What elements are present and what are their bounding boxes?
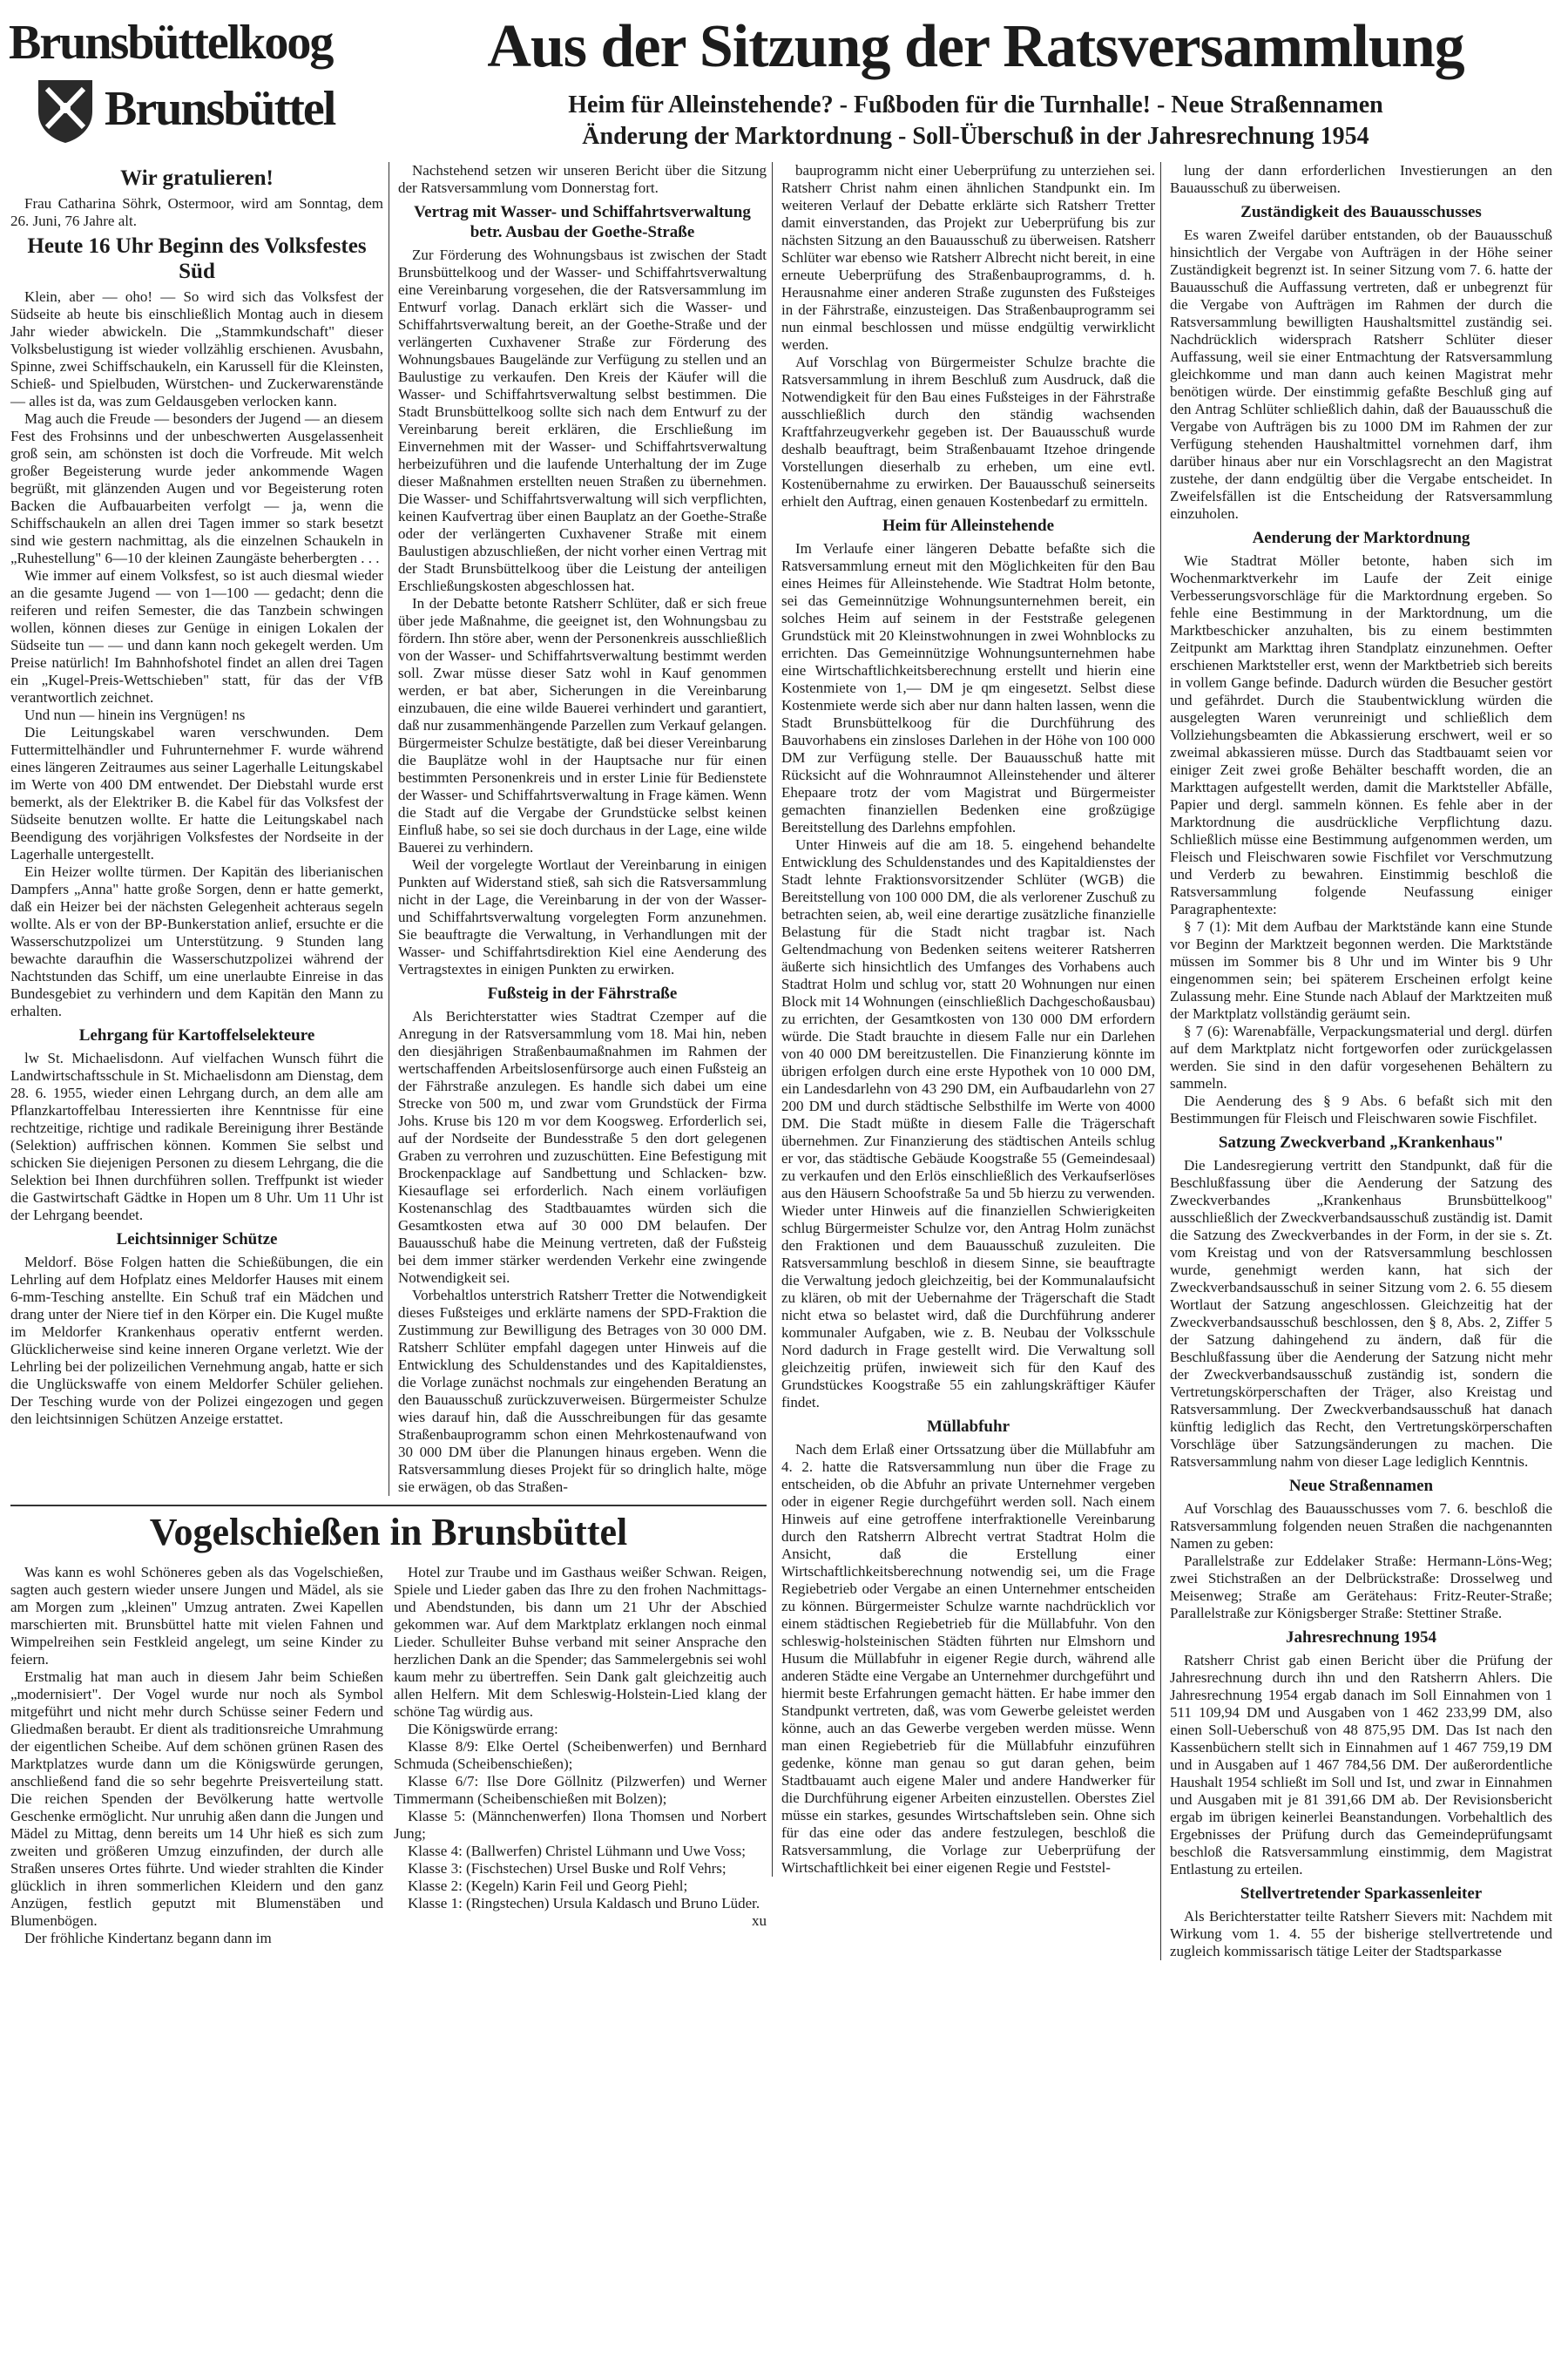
article-heading: Zuständigkeit des Bauausschusses	[1240, 203, 1482, 221]
article-paragraph: Im Verlaufe einer längeren Debatte befaßte sich die Ratsversammlung erneut mit den Möglichkeiten für den Bau eines Heimes für Alleinstehende. Wie Stadtrat Holm betonte, sei das Gemeinnützige Wohnungsunternehmen bereit, ein solches Heim auf seinem in der Feststraße gelegenen Grundstück mit 20 Kleinstwohnungen in zwei Wohnblocks zu errichten. Das Gemeinnützige Wohnungsunternehmen habe eine Wirtschaftlichkeitsberechnung erstellt und hierin eine Kostenmiete von 1,— DM je qm eingesetzt. Selbst diese Kostenmiete werde sich aber nur dann halten lassen, wenn die Stadt Brunsbüttelkoog für die Durchführung des Bauvorhabens ein zinsloses Darlehen in der Höhe von 100 000 DM zur Verfügung stelle. Der Bauausschuß hatte mit Rücksicht auf die Wohnraumnot Alleinstehender und älterer Ehepaare trotz der vom Magistrat und Bürgermeister gemachten finanziellen Bedenken eine großzügige Bereitstellung des Darlehns empfohlen.	[781, 540, 1155, 836]
article-paragraph: Klasse 1: (Ringstechen) Ursula Kaldasch und Bruno Lüder.	[408, 1895, 760, 1911]
article-paragraph: Klasse 2: (Kegeln) Karin Feil und Georg Piehl;	[408, 1877, 688, 1894]
article-heading: Satzung Zweckverband „Krankenhaus"	[1218, 1133, 1504, 1152]
article-paragraph: Ein Heizer wollte türmen. Der Kapitän des liberianischen Dampfers „Anna" hatte große Sorgen, denn er hatte gemerkt, daß ein Heizer bei der nächsten Gelegenheit achteraus segeln wollte. Als er von der BP-Bunkerstation anlief, ersuchte er die Wasserschutzpolizei um Unterstützung. 9 Stunden lang bewachte daraufhin die Wasserschutzpolizei während der Nachtstunden das Schiff, um eine unerlaubte Einreise in das Bundesgebiet zu verhindern und dem Kapitän den Mann zu erhalten.	[10, 863, 383, 1019]
article-paragraph: Hotel zur Traube und im Gasthaus weißer Schwan. Reigen, Spiele und Lieder gaben das Ihre zu den frohen Nachmittags- und Abendstunden, bis dann um 21 Uhr der Abschied gekommen war. Auf dem Marktplatz erklangen noch einmal Lieder. Schulleiter Buhse verband mit seiner Ansprache den herzlichen Dank an die Spender; das Sammelergebnis sei wohl kaum mehr zu übertreffen. Sein Dank galt gleichzeitig auch allen Helfern. Mit dem Schleswig-Holstein-Lied klang der schöne Tag würdig aus.	[394, 1564, 767, 1720]
article-heading: Heute 16 Uhr Beginn des Volksfestes Süd	[27, 234, 367, 283]
article-paragraph: Wie Stadtrat Möller betonte, haben sich im Wochenmarktverkehr im Laufe der Zeit einige Verbesserungsvorschläge für die Marktordnung ergeben. So fehle eine Bestimmung in der Marktordnung, um die Marktbeschicker anzuhalten, bis zu einem bestimmten Zeitpunkt am Markttag ihren Standplatz einzunehmen. Oefter erschienen Marktsteller erst, wenn der Marktbetrieb sich bereits in vollem Gange befinde. Dadurch würden die Besucher gestört und gefährdet. Durch die Staubentwicklung würden die ausgelegten Waren verunreinigt und schließlich dem Vollziehungsbeamten die Abkassierung erschwert, weil er so zweimal abkassieren müsse. Durch das Stadtbauamt seien vor einiger Zeit zwei große Behälter beschafft worden, die an Markttagen aufgestellt werden, damit die Marktsteller Abfälle, Papier und dergl. sammeln können. Es fehle aber in der Marktordnung die ausdrückliche Verpflichtung dazu. Schließlich müsse eine Bestimmung aufgenommen werden, um Fleisch und Fleischwaren sowie Fischfilet vor Verschmutzung und Verderb zu bewahren. Einstimmig beschloß die Ratsversammlung folgende Neufassung einiger Paragraphentexte:	[1170, 552, 1552, 917]
article-paragraph: Es waren Zweifel darüber entstanden, ob der Bauausschuß hinsichtlich der Vergabe von Aufträgen in der Höhe seiner Zuständigkeit begrenzt ist. In seiner Sitzung vom 7. 6. hatte der Bauausschuß die Auffassung vertreten, daß er unbegrenzt für die Vergabe von Aufträgen im Rahmen der durch die Ratsversammlung bewilligten Haushaltsmittel zuständig sei. Nachdrücklich widersprach Ratsherr Schlüter dieser Auffassung, weil sie einer Entmachtung der Ratsversammlung gleichkomme und man dann auch keinen Magistrat mehr benötigen würde. Der einstimmig gefaßte Beschluß ging auf den Antrag Schlüter schließlich dahin, daß der Bauausschuß die Vergabe von Aufträgen bis zu 1000 DM im Rahmen der zur Verfügung stehenden Haushaltmittel vornehmen darf, ihm darüber hinaus aber nur ein Vorschlagsrecht an den Magistrat zustehe, der dann endgültig über die Vergabe entscheidet. In Zweifelsfällen ist die Entscheidung der Ratsversammlung einzuholen.	[1170, 227, 1552, 522]
masthead-logo	[9, 16, 375, 146]
article-paragraph: § 7 (1): Mit dem Aufbau der Marktstände kann eine Stunde vor Beginn der Marktzeit begonnen werden. Die Marktstände müssen im Sommer bis 8 Uhr und im Winter bis 9 Uhr eingenommen sein; bei späterem Erscheinen erfolgt keine Zulassung mehr. Eine Stunde nach Ablauf der Marktzeiten muß der Marktplatz vollständig geräumt sein.	[1170, 918, 1552, 1022]
subheadline-2: Änderung der Marktordnung - Soll-Überschuß in der Jahresrechnung 1954	[582, 123, 1369, 150]
article-paragraph: § 7 (6): Warenabfälle, Verpackungsmaterial und dergl. dürfen auf dem Marktplatz nicht fortgeworfen oder zurückgelassen werden. Sie sind in den dafür vorgesehenen Behältern zu sammeln.	[1170, 1023, 1552, 1092]
article-paragraph: lw St. Michaelisdonn. Auf vielfachen Wunsch führt die Landwirtschaftsschule in St. Michaelisdonn am Dienstag, dem 28. 6. 1955, wieder einen Lehrgang durch, an dem alle am Pflanzkartoffelbau Interessierten ihre Kenntnisse für eine rechtzeitige, richtige und radikale Bereinigung ihrer Bestände (Selektion) auffrischen können. Kommen Sie selbst und schicken Sie diejenigen Personen zu diesem Lehrgang, die die Selektion bei Ihnen durchführen sollen. Treffpunkt ist wieder die Gastwirtschaft Gädtke in Hopen um 8 Uhr. Um 11 Uhr ist der Lehrgang beendet.	[10, 1050, 383, 1223]
article-paragraph: Und nun — hinein ins Vergnügen! ns	[24, 707, 246, 723]
vogelschiessen-row	[10, 1564, 767, 1947]
article-heading: Wir gratulieren!	[120, 166, 274, 190]
article-paragraph: xu	[752, 1912, 767, 1929]
article-paragraph: Die Landesregierung vertritt den Standpunkt, daß für die Beschlußfassung über die Aenderung der Satzung des Zweckverbandes „Krankenhaus Brunsbüttelkoog" ausschließlich der Zweckverbandsausschuß zuständig ist. Damit die Satzung des Zweckverbandes in der Form, in der sie s. Zt. vom Kreistag und von der Ratsversammlung beschlossen wurde, genehmigt werden kann, hat sich der Zweckverbandsausschuß in seiner Sitzung vom 2. 6. 55 diesem Wortlaut der Satzung angeschlossen. Gleichzeitig hat der Zweckverbandsausschuß beschlossen, den § 8, Abs. 2, Ziffer 5 der Satzung dahingehend zu ändern, daß für die Beschlußfassung über die Aenderung der Satzung nicht mehr der Zweckverbandsausschuß zuständig ist, sondern die Vertretungskörperschaften der Träger, also Kreistag und Ratsversammlung. Der Zweckverbandsausschuß hat danach künftig lediglich das Recht, den Vertretungskörperschaften Vorschläge über Satzungsänderungen zu machen. Die Ratsversammlung nahm von dieser Lage lediglich Kenntnis.	[1170, 1157, 1552, 1470]
logo-city-name: Brunsbüttel	[105, 82, 335, 136]
column-vogelschiessen-1	[10, 1564, 383, 1947]
masthead	[0, 0, 1568, 162]
article-heading: Heim für Alleinstehende	[882, 517, 1055, 535]
article-heading: Vertrag mit Wasser- und Schiffahrtsverwaltung betr. Ausbau der Goethe-Straße	[414, 203, 751, 241]
article-paragraph: Wie immer auf einem Volksfest, so ist auch diesmal wieder an die gesamte Jugend — von 1—100 — gedacht; denn die reiferen und reifen Semester, die das Tanzbein schwingen wollen, können dieses zur Genüge in einigen Lokalen der Südseite tun — — und dann kann noch gekegelt werden. Um Preise natürlich! Im Bahnhofshotel findet an allen drei Tagen ein „Kugel-Preis-Wettschieben" statt, für das der VfB verantwortlich zeichnet.	[10, 567, 383, 706]
article-paragraph: Der fröhliche Kindertanz begann dann im	[24, 1930, 272, 1946]
article-paragraph: Auf Vorschlag von Bürgermeister Schulze brachte die Ratsversammlung in ihrem Beschluß zum Ausdruck, daß die Notwendigkeit für den Bau eines Fußsteiges in der Fährstraße ausschließlich durch den ständig wachsenden Kraftfahrzeugverkehr gegeben ist. Der Bauausschuß wurde deshalb beauftragt, beim Straßenbauamt Itzehoe dringende Vorstellungen dieserhalb zu erheben, um eine evtl. Kostenübernahme zu erwirken. Der Bauausschuß seinerseits erhielt den Auftrag, einen genauen Kostenbedarf zu ermitteln.	[781, 354, 1155, 510]
article-paragraph: Parallelstraße zur Eddelaker Straße: Hermann-Löns-Weg; zwei Stichstraßen an der Delbrückstraße: Drosselweg und Meisenweg; Straße am Gerätehaus: Fritz-Reuter-Straße; Parallelstraße zur Königsberger Straße: Stettiner Straße.	[1170, 1553, 1552, 1621]
article-paragraph: Klasse 4: (Ballwerfen) Christel Lühmann und Uwe Voss;	[408, 1843, 746, 1859]
section-divider	[10, 1505, 767, 1506]
column-council-report-3	[1160, 162, 1552, 1960]
article-heading: Stellvertretender Sparkassenleiter	[1240, 1884, 1483, 1903]
column-vogelschiessen-2	[394, 1564, 767, 1930]
article-paragraph: Auf Vorschlag des Bauausschusses vom 7. 6. beschloß die Ratsversammlung folgenden neuen Straßen die nachgenannten Namen zu geben:	[1170, 1500, 1552, 1552]
article-heading: Jahresrechnung 1954	[1286, 1628, 1436, 1647]
column-council-report-2	[772, 162, 1155, 1877]
column-local-news	[10, 162, 383, 1428]
article-paragraph: Klasse 6/7: Ilse Dore Göllnitz (Pilzwerfen) und Werner Timmermann (Scheibenschießen mit Bolzen);	[394, 1773, 767, 1807]
article-heading: Fußsteig in der Fährstraße	[487, 984, 678, 1003]
article-paragraph: Weil der vorgelegte Wortlaut der Vereinbarung in einigen Punkten auf Widerstand stieß, sah sich die Ratsversammlung nicht in der Lage, die Vereinbarung in der von der Wasser- und Schiffahrtsverwaltung vorgelegten Form anzunehmen. Sie beauftragte die Verwaltung, in Verhandlungen mit der Wasser- und Schiffahrtsdirektion Kiel eine Aenderung des Vertragstextes in einigen Punkten zu erwirken.	[398, 856, 767, 978]
article-paragraph: Unter Hinweis auf die am 18. 5. eingehend behandelte Entwicklung des Schuldenstandes und des Kapitaldienstes der Stadt lehnte Fraktionsvorsitzender Schlüter (WGB) die Bereitstellung von 100 000 DM, die als verlorener Zuschuß zu betrachten seien, ab, weil eine derartige zusätzliche finanzielle Belastung für die Stadt nicht tragbar ist. Nach Geltendmachung von Bedenken seitens weiterer Ratsherren äußerte sich hinsichtlich des Umfanges des Vorhabens auch Stadtrat Holm und schlug vor, statt 20 Wohnungen nur einen Block mit 14 Wohnungen (einschließlich Dachgeschoßausbau) zu errichten, der Gesamtkosten von 130 000 DM erfordern würde. Die Stadt brauchte in diesem Falle nur ein Darlehen von 40 000 DM bereitzustellen. Die Finanzierung könnte im übrigen erfolgen durch eine erste Hypothek von 10 000 DM, ein Landesdarlehn von 43 290 DM, ein Aufbaudarlehn von 27 200 DM und durch städtische Selbsthilfe im Werte von 4000 DM. Die Stadt müßte in diesem Falle die Trägerschaft übernehmen. Zur Finanzierung des städtischen Anteils schlug er vor, das städtische Gebäude Koogstraße 55 (Gemeindesaal) zu verkaufen und den Erlös einschließlich des Verkaufserlöses aus den Häusern Schoofstraße 5a und 5b hierzu zu verwenden. Wieder unter Hinweis auf die finanziellen Schwierigkeiten schlug Bürgermeister Schulze vor, den Antrag Holm zunächst den Fraktionen und dem Bauausschuß zuzuleiten. Die Ratsversammlung beschloß in diesem Sinne, sie beauftragte die Verwaltung jedoch gleichzeitig, bei der Kommunalaufsicht zu klären, ob mit der Uebernahme der Trägerschaft die Stadt nicht etwa so belastet wird, daß die Durchführung anderer kommunaler Aufgaben, wie z. B. Neubau der Volksschule Nord dadurch in Frage gestellt wird. Die Verwaltung soll gleichzeitig prüfen, inwieweit sich für den Kauf des Grundstückes Koogstraße 55 ein zahlungskräftiger Käufer findet.	[781, 836, 1155, 1411]
article-paragraph: In der Debatte betonte Ratsherr Schlüter, daß er sich freue über jede Maßnahme, die geeignet ist, den Wohnungsbau zu fördern. Ihn störe aber, wenn der Personenkreis ausschließlich von der Wasser- und Schiffahrtsverwaltung bestimmt werden soll. Zwar müsse dieser Satz wohl in Kauf genommen werden, er bat aber, Sicherungen in die Vereinbarung einzubauen, die eine wilde Bauerei verhindert und garantiert, daß nur zusammenhängende Parzellen zum Verkauf gelangen. Bürgermeister Schulze bestätigte, daß bei dieser Vereinbarung die Bauplätze wohl in der Hauptsache nur für einen bestimmten Personenkreis und in erster Linie für Bedienstete der Wasser- und Schiffahrtsverwaltung in Frage kämen. Wenn die Stadt auf die Vergabe der Grundstücke selbst keinen Einfluß habe, so sei sie doch durchaus in der Lage, eine wilde Bauerei zu verhindern.	[398, 595, 767, 856]
article-paragraph: Ratsherr Christ gab einen Bericht über die Prüfung der Jahresrechnung durch ihn und den Ratsherrn Ahlers. Die Jahresrechnung 1954 ergab danach im Soll Einnahmen von 1 511 109,94 DM und Ausgaben von 1 462 233,99 DM, also einen Soll-Ueberschuß von 48 875,95 DM. Das Ist nach den Kassenbüchern stellt sich in Einnahmen auf 1 467 759,19 DM und in Ausgaben auf 1 467 784,56 DM. Der außerordentliche Haushalt 1954 schließt im Soll und Ist, und zwar in Einnahmen und Ausgaben mit je 81 391,66 DM ab. Der Revisionsbericht ergab im übrigen keinerlei Beanstandungen. Vorbehaltlich des Ergebnisses der Prüfung durch das Gemeindeprüfungsamt beschloß die Ratsversammlung einstimmig, dem Magistrat Entlastung zu erteilen.	[1170, 1652, 1552, 1877]
top-left-row	[10, 162, 767, 1496]
article-paragraph: Als Berichterstatter wies Stadtrat Czemper auf die Anregung in der Ratsversammlung vom 18. Mai hin, neben den diesjährigen Straßenbaumaßnahmen im Rahmen der wertschaffenden Arbeitslosenfürsorge auch einen Fußsteig an der Fährstraße anzulegen. Es handle sich dabei um eine Strecke von 500 m, und zwar vom Grundstück der Firma Johs. Kruse bis 120 m vor dem Koogsweg. Erforderlich sei, auf der Nordseite der Bundesstraße 5 den dort gelegenen Graben zu verrohren und zuzuschütten. Eine Befestigung mit Brockenpacklage auf Sandbettung und Schlacken- bzw. Kiesauflage sei erforderlich. Nach einem vorläufigen Kostenanschlag des Stadtbauamtes würden sich die Gesamtkosten etwa auf 30 000 DM belaufen. Der Bauausschuß habe die Meinung vertreten, daß der Fußsteig bei dem immer stärker werdenden Verkehr eine zwingende Notwendigkeit sei.	[398, 1008, 767, 1286]
article-paragraph: Klasse 3: (Fischstechen) Ursel Buske und Rolf Vehrs;	[408, 1860, 727, 1877]
article-paragraph: Nach dem Erlaß einer Ortssatzung über die Müllabfuhr am 4. 2. hatte die Ratsversammlung nun über die Frage zu entscheiden, ob die Abfuhr an private Unternehmer vergeben oder in eigener Regie durchgeführt werden soll. Nach einem Hinweis auf eine getroffene interfraktionelle Vereinbarung durch den Ratsherrn Albrecht vertrat Stadtrat Holm die Ansicht, daß die Erstellung einer Wirtschaftlichkeitsberechnung notwendig sei, um die Frage Regiebetrieb oder Vergabe an einen Unternehmer entscheiden zu können. Bürgermeister Schulze warnte nachdrücklich vor einem städtischen Regiebetrieb für die Müllabfuhr. Von den schleswig-holsteinischen Städten führten nur Elmshorn und Husum die Müllabfuhr in eigener Regie durch, während alle anderen Städte eine Vergabe an Unternehmer durchgeführt und hiermit beste Erfahrungen gemacht hätten. Er habe immer den Standpunkt vertreten, daß, was vom Gewerbe geleistet werden könne, auch an das Gewerbe vergeben werden müsse. Wenn man einen Regiebetrieb für die Müllabfuhr einzuführen gedenke, könne man genau so gut daran gehen, beim Stadtbauamt auch eigene Maler und andere Handwerker für die Durchführung eigener Arbeiten einzustellen. Oberstes Ziel müsse ein starkes, gesundes Wirtschaftsleben sein. Ohne sich für das eine oder das andere festzulegen, beschloß die Ratsversammlung, die Vorlage zur Ueberprüfung der Wirtschaftlichkeit bei einer eigenen Regie und Feststel-	[781, 1441, 1155, 1876]
article-paragraph: Klasse 8/9: Elke Oertel (Scheibenwerfen) und Bernhard Schmuda (Scheibenschießen);	[394, 1738, 767, 1772]
headline: Aus der Sitzung der Ratsversammlung	[487, 13, 1464, 80]
article-paragraph: Mag auch die Freude — besonders der Jugend — an diesem Fest des Frohsinns und der unbeschwerten Ausgelassenheit groß sein, am schönsten ist doch die Vorfreude. Mit welch großer Begeisterung wurde jeder ankommende Wagen begrüßt, mit glänzenden Augen und vor Begeisterung roten Backen die Aufbauarbeiten verfolgt — ja, wenn die Schiffschaukeln an allen drei Tagen immer so stark besetzt sind wie gestern nachmittag, als die einzelnen Schaukeln in „Ruhestellung" 6—10 der kleinen Zaungäste beherbergten . . .	[10, 410, 383, 566]
article-heading: Müllabfuhr	[926, 1417, 1010, 1436]
article-paragraph: Die Aenderung des § 9 Abs. 6 befaßt sich mit den Bestimmungen für Fleisch und Fleischwaren sowie Fischfilet.	[1170, 1093, 1552, 1126]
article-paragraph: Die Königswürde errang:	[408, 1721, 558, 1737]
article-paragraph: bauprogramm nicht einer Ueberprüfung zu unterziehen sei. Ratsherr Christ nahm einen ähnlichen Standpunkt ein. Im weiteren Verlauf der Debatte erklärte sich Ratsherr Tretter damit einverstanden, das Projekt zur Ueberprüfung bis zur nächsten Sitzung an den Bauausschuß zu überweisen. Ratsherr Schlüter war ebenso wie Ratsherr Albrecht nicht bereit, in eine erneute Ueberprüfung des Straßenbauprogramms, d. h. Herausnahme einer anderen Straße zugunsten des Fußsteiges in der Fährstraße, einzusteigen. Das Straßenbauprogramm sei nun einmal beschlossen und müsse endgültig verwirklicht werden.	[781, 162, 1155, 353]
article-paragraph: Vorbehaltlos unterstrich Ratsherr Tretter die Notwendigkeit dieses Fußsteiges und erklärte namens der SPD-Fraktion die Zustimmung zur Bewilligung des Betrages von 30 000 DM. Ratsherr Schlüter empfahl dagegen unter Hinweis auf die Entwicklung des Schuldenstandes und des Kapitaldienstes, die Vorlage zunächst nochmals zur eingehenden Beratung an den Bauausschuß zurückzuverweisen. Bürgermeister Schulze wies darauf hin, daß die Ausschreibungen für das gesamte Straßenbauprogramm schon einen Mehrkostenaufwand von 30 000 DM über die Planungen hinaus ergeben. Wenn die Ratsversammlung dieses Projekt für so dringlich halte, möge sie erwägen, ob das Straßen-	[398, 1287, 767, 1495]
column-council-report-1	[389, 162, 767, 1496]
article-paragraph: Erstmalig hat man auch in diesem Jahr beim Schießen „modernisiert". Der Vogel wurde nur noch als Symbol mitgeführt und nicht mehr durch Schüsse seiner Federn und Gliedmaßen beraubt. Er dient als traditionsreiche Umrahmung der eigentlichen Scheibe. Auf dem schönen grünen Rasen des Marktplatzes wurde dann um die Königswürde gerungen, anschließend fand die so sehr begehrte Preisverteilung statt. Die reichen Spenden der Bevölkerung hatte wertvolle Geschenke ermöglicht. Nur unruhig aßen dann die Jungen und Mädel zu Mittag, denn bereits um 14 Uhr hieß es sich zum zweiten und größeren Umzug einzufinden, der durch alle Straßen unseres Ortes führte. Und wieder strahlten die Kinder glücklich in ihren sommerlichen Kleidern und den ganz Anzügen, festlich geputzt mit Blumenstäben und Blumenbögen.	[10, 1668, 383, 1929]
article-heading: Aenderung der Marktordnung	[1252, 529, 1470, 547]
article-paragraph: Als Berichterstatter teilte Ratsherr Sievers mit: Nachdem mit Wirkung vom 1. 4. 55 der bisherige stellvertretende und zugleich kommissarisch tätige Leiter der Stadtsparkasse	[1170, 1908, 1552, 1959]
article-heading: Leichtsinniger Schütze	[116, 1230, 278, 1248]
coat-of-arms-icon	[35, 77, 96, 145]
page-body	[0, 162, 1568, 1960]
logo-town-name: Brunsbüttelkoog	[9, 16, 333, 70]
article-paragraph: Klein, aber — oho! — So wird sich das Volksfest der Südseite ab heute bis einschließlich Montag auch in diesem Jahr wieder abwickeln. Die „Stammkundschaft" dieser Volksbelustigung ist wieder vollzählig erschienen. Avusbahn, Spinne, zwei Schiffschaukeln, ein Karussell für die Kleinsten, Schieß- und Spielbuden, Würstchen- und Zuckerwarenstände — alles ist da, was zum Geldausgeben verlocken kann.	[10, 288, 383, 409]
article-paragraph: Frau Catharina Söhrk, Ostermoor, wird am Sonntag, dem 26. Juni, 76 Jahre alt.	[10, 195, 383, 229]
article-paragraph: Klasse 5: (Männchenwerfen) Ilona Thomsen und Norbert Jung;	[394, 1808, 767, 1842]
article-heading: Neue Straßennamen	[1288, 1477, 1434, 1495]
subheadline-1: Heim für Alleinstehende? - Fußboden für die Turnhalle! - Neue Straßennamen	[568, 91, 1383, 118]
article-headline-vogelschiessen: Vogelschießen in Brunsbüttel	[149, 1511, 628, 1553]
article-paragraph: Was kann es wohl Schöneres geben als das Vogelschießen, sagten auch gestern wieder unsere Jungen und Mädel, als sie am Morgen zum „kleinen" Umzug antraten. Zwei Kapellen marschierten mit. Brunsbüttel hatte mit vielen Fahnen und Wimpelreihen sein Festkleid angelegt, um seine Kinder zu feiern.	[10, 1564, 383, 1668]
article-paragraph: Zur Förderung des Wohnungsbaus ist zwischen der Stadt Brunsbüttelkoog und der Wasser- und Schiffahrtsverwaltung eine Vereinbarung vorgesehen, die der Ratsversammlung im Entwurf vorlag. Danach erklärt sich die Wasser- und Schiffahrtsverwaltung bereit, an der Goethe-Straße und der verlängerten Cuxhavener Straße zur Förderung des Wohnungsbaues Baugelände zur Verfügung zu stellen und an Baulustige zu verkaufen. Den Kreis der Käufer will die Wasser- und Schiffahrtsverwaltung selbst bestimmen. Die Stadt Brunsbüttelkoog sollte sich nach dem Entwurf zu der Vereinbarung bereit erklären, die Erschließung im Einvernehmen mit der Wasser- und Schiffahrtsverwaltung herbeizuführen und die laufende Unterhaltung der im Zuge dieser Maßnahmen erstellten neuen Straßen zu übernehmen. Die Wasser- und Schiffahrtsverwaltung will sich verpflichten, keinen Kaufvertrag über einen Bauplatz an der Goethe-Straße oder der verlängerten Cuxhavener Straße mit einem Baulustigen abzuschließen, der nicht vorher einen Vertrag mit der Stadt Brunsbüttelkoog über die Leistung der anteiligen Erschließungskosten abgeschlossen hat.	[398, 247, 767, 594]
article-paragraph: Nachstehend setzen wir unseren Bericht über die Sitzung der Ratsversammlung vom Donnerstag fort.	[398, 162, 767, 196]
article-paragraph: Die Leitungskabel waren verschwunden. Dem Futtermittelhändler und Fuhrunternehmer F. wurde während eines längeren Zeitraumes aus seiner Lagerhalle Leitungskabel im Werte von 400 DM entwendet. Der Diebstahl wurde erst bemerkt, als der Elektriker B. die Kabel für das Volksfest der Südseite benutzen wollte. Er hatte die Leitungskabel nach Beendigung des vorjährigen Volksfestes der Nordseite in der Lagerhalle untergestellt.	[10, 724, 383, 863]
article-paragraph: lung der dann erforderlichen Investierungen an den Bauausschuß zu überweisen.	[1170, 162, 1552, 196]
article-paragraph: Meldorf. Böse Folgen hatten die Schießübungen, die ein Lehrling auf dem Hofplatz eines Meldorfer Hauses mit einem 6-mm-Tesching anstellte. Ein Schuß traf ein Mädchen und drang unter der Niere tief in den Körper ein. Die Kugel mußte im Meldorfer Krankenhaus operativ entfernt werden. Glücklicherweise sind keine inneren Organe verletzt. Wie der Lehrling bei der polizeilichen Vernehmung angab, hatte er sich die Unglückswaffe von einem Meldorfer Schüler geliehen. Der Tesching wurde von der Polizei eingezogen und gegen den leichtsinnigen Schützen Anzeige erstattet.	[10, 1254, 383, 1427]
article-heading: Lehrgang für Kartoffelselekteure	[78, 1026, 315, 1045]
left-block	[10, 162, 767, 1947]
